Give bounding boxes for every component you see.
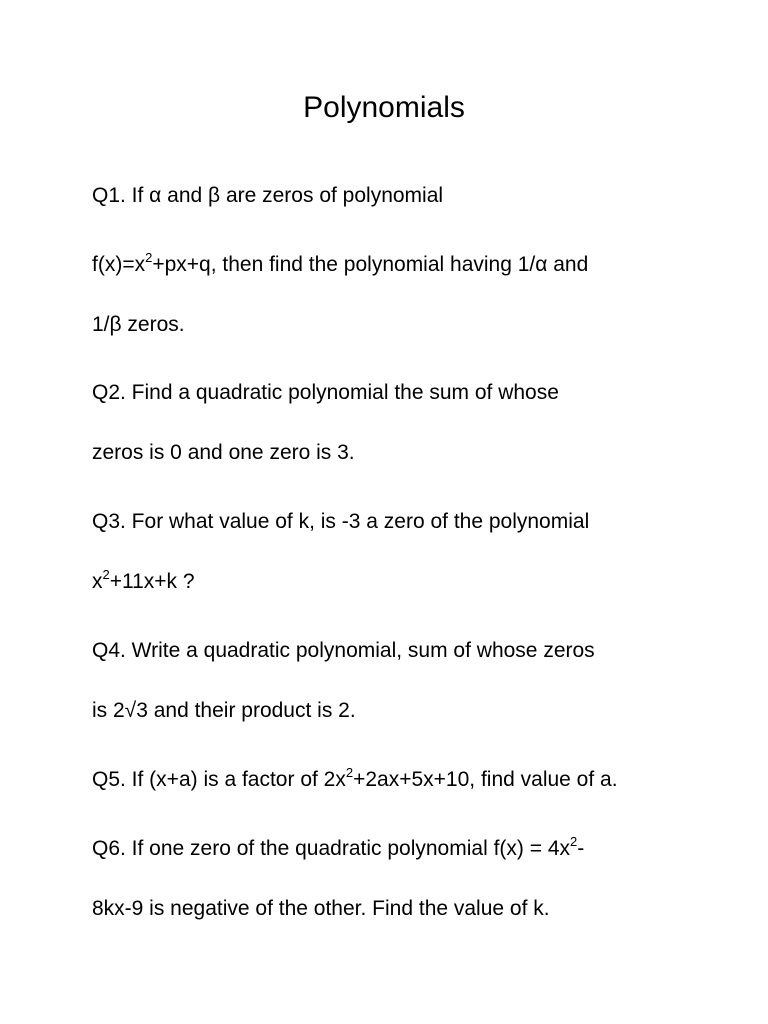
question-2-line-1: Q2. Find a quadratic polynomial the sum of whose	[92, 381, 559, 404]
exponent: 2	[345, 765, 354, 780]
text-segment: f(x)=x	[92, 253, 146, 276]
exponent: 2	[145, 250, 153, 265]
page-title: Polynomials	[303, 91, 465, 124]
question-2-line-2: zeros is 0 and one zero is 3.	[92, 441, 355, 464]
question-1-line-1: Q1. If α and β are zeros of polynomial	[92, 184, 444, 207]
question-6-line-2: 8kx-9 is negative of the other. Find the value of k.	[92, 897, 550, 920]
exponent: 2	[102, 567, 110, 582]
exponent: 2	[570, 834, 578, 849]
text-segment: -	[577, 837, 585, 860]
text-segment: Q6. If one zero of the quadratic polynomial f(x) = 4x	[92, 837, 570, 860]
question-1-line-2	[92, 251, 588, 279]
question-5-line-1	[92, 766, 618, 794]
text-segment: Q5. If (x+a) is a factor of 2x	[92, 768, 346, 791]
question-1-line-3: 1/β zeros.	[92, 313, 185, 336]
text-segment: x	[92, 570, 103, 593]
text-segment: +px+q, then find the polynomial having 1/α and	[152, 253, 589, 276]
question-3-line-1: Q3. For what value of k, is -3 a zero of the polynomial	[92, 510, 590, 533]
question-3-line-2	[92, 568, 195, 596]
question-4-line-2: is 2√3 and their product is 2.	[92, 699, 356, 722]
text-segment: +11x+k ?	[109, 570, 195, 593]
text-segment: +2ax+5x+10, find value of a.	[353, 768, 618, 791]
question-4-line-1: Q4. Write a quadratic polynomial, sum of whose zeros	[92, 639, 595, 662]
question-6-line-1	[92, 835, 584, 863]
